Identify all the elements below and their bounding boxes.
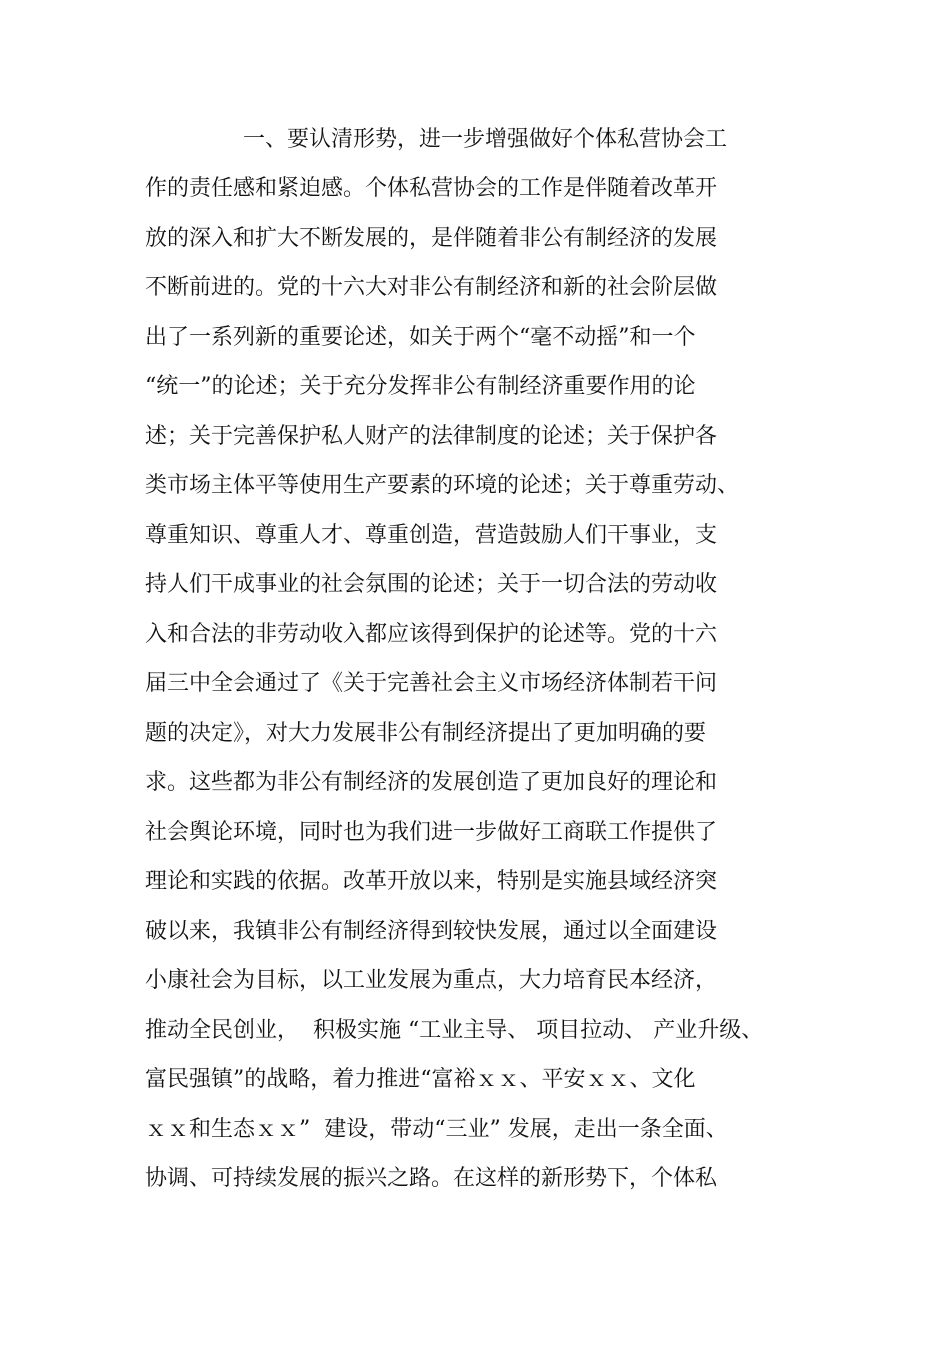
text-line: 推动全民创业， 积极实施 “工业主导、 项目拉动、 产业升级、 xyxy=(145,1018,764,1043)
text-line: 求。这些都为非公有制经济的发展创造了更加良好的理论和 xyxy=(145,770,718,795)
text-line: 协调、可持续发展的振兴之路。在这样的新形势下，个体私 xyxy=(145,1166,718,1191)
text-line: 理论和实践的依据。改革开放以来，特别是实施县域经济突 xyxy=(145,869,718,894)
text-line: 破以来，我镇非公有制经济得到较快发展，通过以全面建设 xyxy=(145,919,718,944)
text-line: 持人们干成事业的社会氛围的论述；关于一切合法的劳动收 xyxy=(145,572,718,597)
text-line: 尊重知识、尊重人才、尊重创造，营造鼓励人们干事业，支 xyxy=(145,523,718,548)
text-line: 富民强镇”的战略，着力推进“富裕ｘｘ、平安ｘｘ、文化 xyxy=(145,1067,696,1092)
text-line: ｘｘ和生态ｘｘ” 建设，带动“三业” 发展，走出一条全面、 xyxy=(145,1117,728,1142)
text-line: 出了一系列新的重要论述，如关于两个“毫不动摇”和一个 xyxy=(145,325,696,350)
text-line: 类市场主体平等使用生产要素的环境的论述；关于尊重劳动、 xyxy=(145,473,740,498)
text-line: 届三中全会通过了《关于完善社会主义市场经济体制若干问 xyxy=(145,671,718,696)
text-line: 一、要认清形势，进一步增强做好个体私营协会工 xyxy=(243,127,728,152)
text-line: “统一”的论述；关于充分发挥非公有制经济重要作用的论 xyxy=(145,374,696,399)
text-line: 放的深入和扩大不断发展的，是伴随着非公有制经济的发展 xyxy=(145,226,718,251)
text-line: 述；关于完善保护私人财产的法律制度的论述；关于保护各 xyxy=(145,424,718,449)
text-line: 小康社会为目标，以工业发展为重点，大力培育民本经济， xyxy=(145,968,718,993)
text-line: 不断前进的。党的十六大对非公有制经济和新的社会阶层做 xyxy=(145,275,718,300)
text-line: 社会舆论环境，同时也为我们进一步做好工商联工作提供了 xyxy=(145,820,718,845)
text-line: 入和合法的非劳动收入都应该得到保护的论述等。党的十六 xyxy=(145,622,718,647)
text-line: 作的责任感和紧迫感。个体私营协会的工作是伴随着改革开 xyxy=(145,176,718,201)
text-line: 题的决定》，对大力发展非公有制经济提出了更加明确的要 xyxy=(145,721,707,746)
